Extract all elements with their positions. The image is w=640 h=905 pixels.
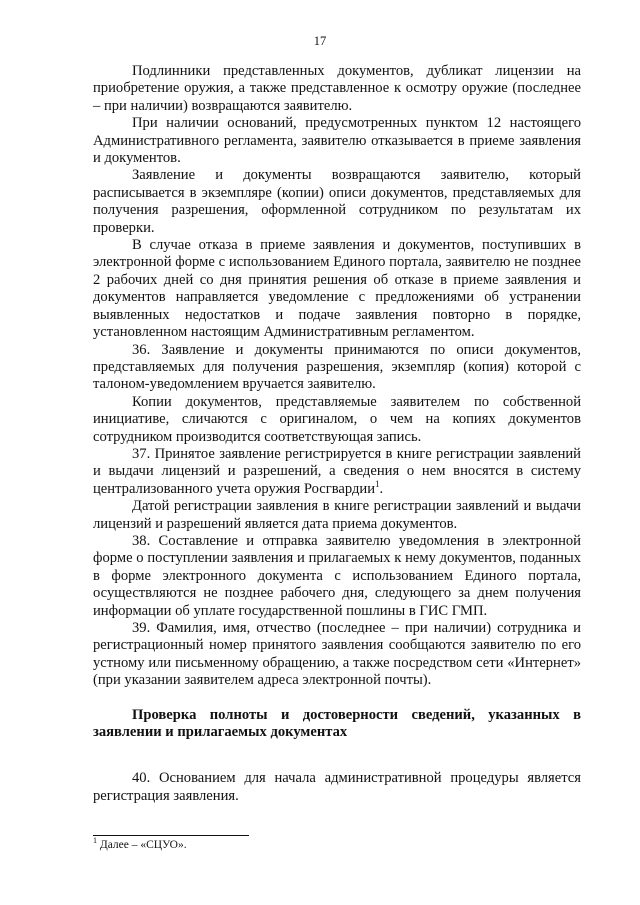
paragraph: Заявление и документы возвращаются заявителю, который расписывается в экземпляре (копии) описи документов, представляемых для получения разрешения, оформленной сотрудником по результатам их проверки.	[93, 167, 581, 236]
section-heading: Проверка полноты и достоверности сведений, указанных в заявлении и прилагаемых документах	[93, 706, 581, 741]
footnote-reference: 1	[375, 478, 380, 489]
footnote	[93, 838, 187, 852]
document-body	[93, 63, 581, 805]
paragraph-39: 39. Фамилия, имя, отчество (последнее – при наличии) сотрудника и регистрационный номер принятого заявления сообщаются заявителю по его устному или письменному обращению, а также посредством сети «Интернет» (при указании заявителем адреса электронной почты).	[93, 620, 581, 689]
paragraph-40: 40. Основанием для начала административной процедуры является регистрация заявления.	[93, 770, 581, 804]
paragraph-37-end: .	[379, 480, 384, 497]
footnote-mark: 1	[93, 836, 97, 846]
paragraph: В случае отказа в приеме заявления и документов, поступивших в электронной форме с использованием Единого портала, заявителю не позднее 2 рабочих дней со дня принятия решения об отказе в приеме заявления и документов направляется уведомление с предложениями об устранении выявленных недостатков и подаче заявления повторно в порядке, установленном настоящим Административным регламентом.	[93, 237, 581, 341]
paragraph: Копии документов, представляемые заявителем по собственной инициативе, сличаются с оригиналом, о чем на копиях документов сотрудником производится соответствующая запись.	[93, 393, 581, 445]
paragraph-36: 36. Заявление и документы принимаются по описи документов, представляемых для получения разрешения, экземпляр (копия) которой с талоном-уведомлением вручается заявителю.	[93, 341, 581, 393]
paragraph-37	[93, 446, 581, 498]
footnote-divider	[93, 835, 249, 836]
paragraph: При наличии оснований, предусмотренных пунктом 12 настоящего Административного регламента, заявителю отказывается в приеме заявления и документов.	[93, 115, 581, 167]
footnote-text: Далее – «СЦУО».	[97, 839, 187, 851]
paragraph: Датой регистрации заявления в книге регистрации заявлений и выдачи лицензий и разрешений является дата приема документов.	[93, 498, 581, 532]
paragraph-37-text: 37. Принятое заявление регистрируется в книге регистрации заявлений и выдачи лицензий и разрешений, а сведения о нем вносятся в систему централизованного учета оружия Росгвардии	[93, 445, 581, 497]
page-number: 17	[313, 34, 327, 48]
paragraph: Подлинники представленных документов, дубликат лицензии на приобретение оружия, а также представленное к осмотру оружие (последнее – при наличии) возвращаются заявителю.	[93, 63, 581, 114]
paragraph-38: 38. Составление и отправка заявителю уведомления в электронной форме о поступлении заявления и прилагаемых к нему документов, поданных в форме электронного документа с использованием Единого портала, осуществляются не позднее рабочего дня, следующего за днем получения информации об уплате государственной пошлины в ГИС ГМП.	[93, 532, 581, 619]
